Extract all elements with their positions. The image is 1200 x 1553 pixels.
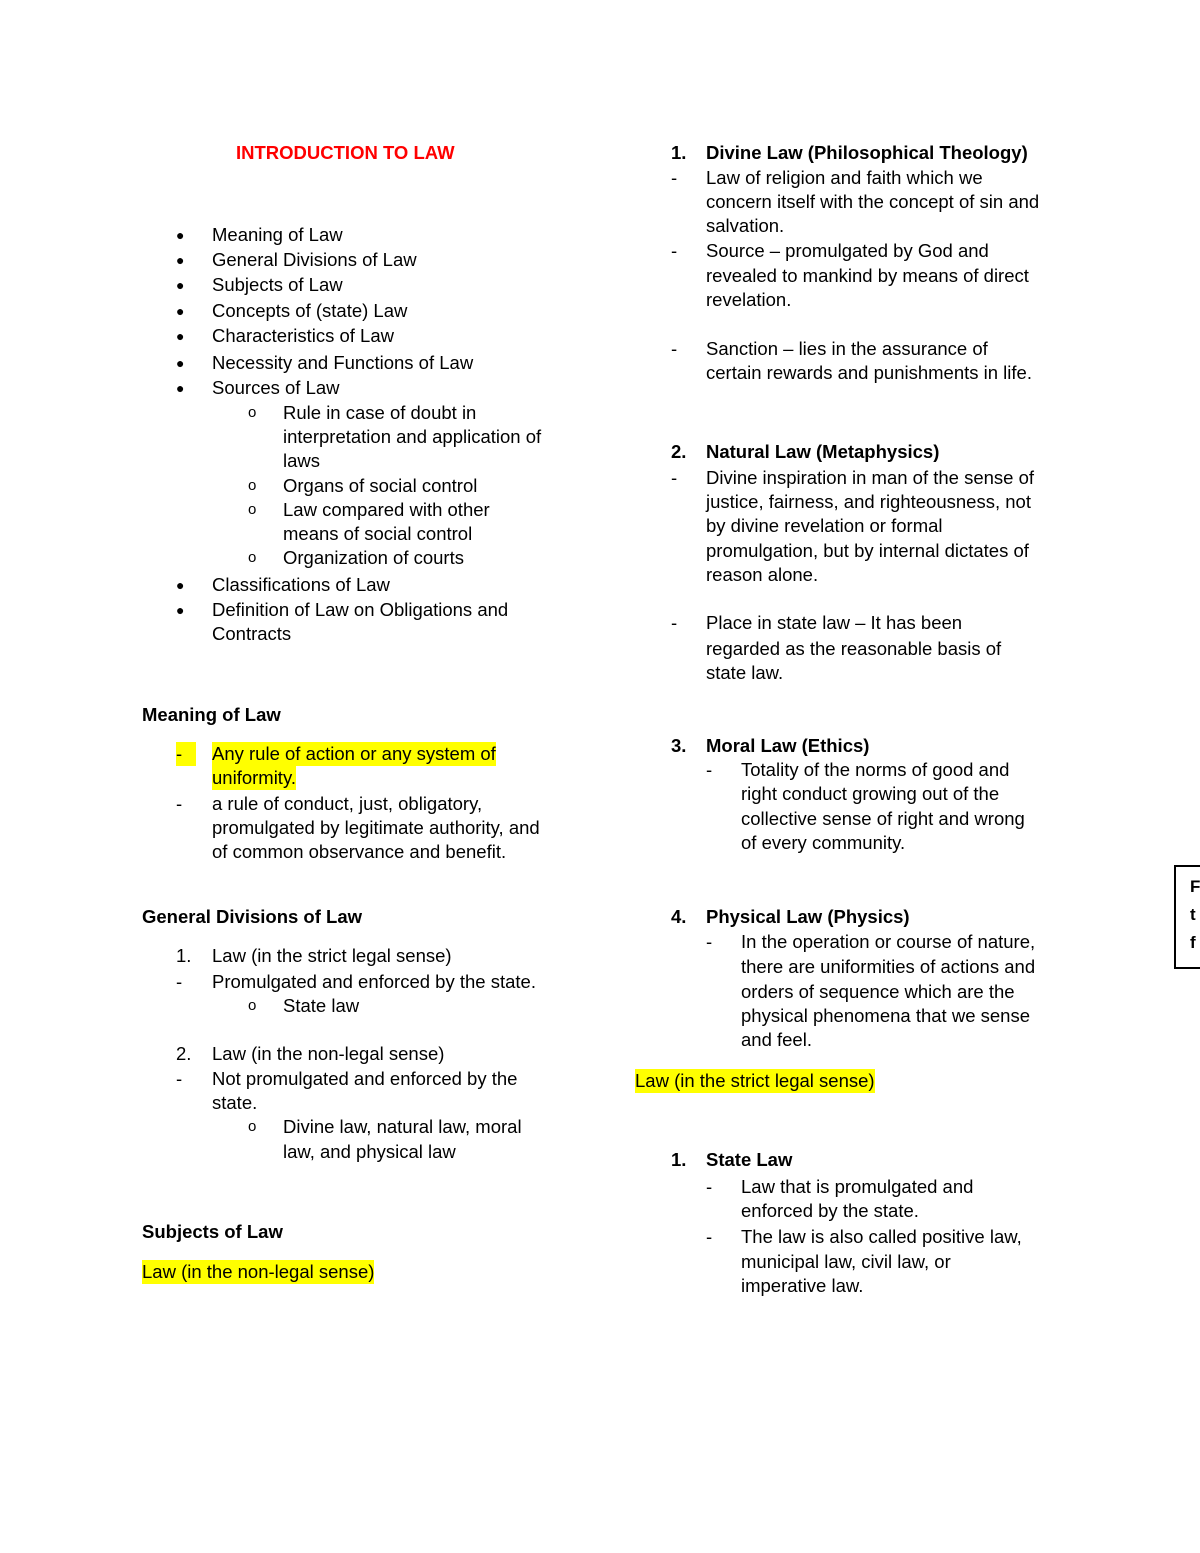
section-heading-subjects: Subjects of Law: [142, 1221, 283, 1242]
law-heading-natural: Natural Law (Metaphysics): [706, 441, 940, 462]
law-heading-divine: Divine Law (Philosophical Theology): [706, 142, 1028, 163]
law-text: by divine revelation or formal: [706, 515, 943, 536]
law-text: collective sense of right and wrong: [741, 808, 1025, 829]
circle-bullet-icon: o: [248, 404, 257, 421]
bullet-icon: ●: [176, 577, 185, 593]
law-text: municipal law, civil law, or: [741, 1251, 951, 1272]
definition-text: a rule of conduct, just, obligatory,: [212, 793, 483, 814]
list-number: 3.: [671, 735, 687, 756]
law-text: promulgation, but by internal dictates of: [706, 540, 1029, 561]
dash-marker: -: [706, 1176, 713, 1197]
law-text: The law is also called positive law,: [741, 1226, 1022, 1247]
toc-subitem: Organization of courts: [283, 547, 464, 568]
division-subitem: Divine law, natural law, moral: [283, 1116, 522, 1137]
toc-subitem: laws: [283, 450, 321, 471]
law-text: salvation.: [706, 215, 785, 236]
law-text: concern itself with the concept of sin and: [706, 191, 1040, 212]
dash-marker: -: [706, 1226, 713, 1247]
dash-marker: -: [671, 612, 678, 633]
bullet-icon: ●: [176, 380, 185, 396]
bullet-icon: ●: [176, 303, 185, 319]
circle-bullet-icon: o: [248, 1118, 257, 1135]
bullet-icon: ●: [176, 277, 185, 293]
dash-marker: -: [671, 467, 678, 488]
bullet-icon: ●: [176, 227, 185, 243]
circle-bullet-icon: o: [248, 549, 257, 566]
side-letter: t: [1190, 905, 1196, 924]
toc-item: Sources of Law: [212, 377, 340, 398]
law-heading-moral: Moral Law (Ethics): [706, 735, 870, 756]
law-text: and feel.: [741, 1029, 812, 1050]
highlighted-definition: uniformity.: [212, 767, 296, 788]
dash-marker: -: [671, 167, 678, 188]
list-number: 2.: [176, 1043, 192, 1064]
law-text: Law that is promulgated and: [741, 1176, 974, 1197]
law-text: of every community.: [741, 832, 906, 853]
law-text: orders of sequence which are the: [741, 981, 1015, 1002]
toc-item: Subjects of Law: [212, 274, 343, 295]
toc-item: General Divisions of Law: [212, 249, 417, 270]
list-number: 4.: [671, 906, 687, 927]
bullet-icon: ●: [176, 252, 185, 268]
toc-item: Necessity and Functions of Law: [212, 352, 474, 373]
law-text: Source – promulgated by God and: [706, 240, 989, 261]
law-text: state law.: [706, 662, 784, 683]
law-text: Sanction – lies in the assurance of: [706, 338, 988, 359]
highlighted-definition: Any rule of action or any system of: [212, 743, 496, 764]
division-text: state.: [212, 1092, 258, 1113]
bullet-icon: ●: [176, 602, 185, 618]
law-text: there are uniformities of actions and: [741, 956, 1036, 977]
page-title: INTRODUCTION TO LAW: [236, 142, 455, 163]
highlighted-label: Law (in the strict legal sense): [635, 1070, 875, 1091]
definition-text: of common observance and benefit.: [212, 841, 507, 862]
division-subitem: State law: [283, 995, 360, 1016]
law-heading-physical: Physical Law (Physics): [706, 906, 910, 927]
division-item: Law (in the strict legal sense): [212, 945, 452, 966]
division-item: Law (in the non-legal sense): [212, 1043, 445, 1064]
dash-marker: -: [176, 793, 183, 814]
law-text: Place in state law – It has been: [706, 612, 963, 633]
dash-marker: -: [706, 931, 713, 952]
law-text: right conduct growing out of the: [741, 783, 1000, 804]
list-number: 1.: [671, 1149, 687, 1170]
list-number: 1.: [176, 945, 192, 966]
law-text: Totality of the norms of good and: [741, 759, 1010, 780]
toc-item: Contracts: [212, 623, 292, 644]
law-text: In the operation or course of nature,: [741, 931, 1036, 952]
law-text: physical phenomena that we sense: [741, 1005, 1030, 1026]
list-number: 1.: [671, 142, 687, 163]
law-text: reason alone.: [706, 564, 819, 585]
highlighted-label: Law (in the non-legal sense): [142, 1261, 375, 1282]
toc-item: Meaning of Law: [212, 224, 343, 245]
toc-subitem: interpretation and application of: [283, 426, 542, 447]
side-callout-box: [1174, 865, 1200, 969]
toc-item: Concepts of (state) Law: [212, 300, 408, 321]
division-text: Promulgated and enforced by the state.: [212, 971, 536, 992]
dash-marker: -: [671, 240, 678, 261]
toc-subitem: Organs of social control: [283, 475, 478, 496]
section-heading-meaning: Meaning of Law: [142, 704, 281, 725]
definition-text: promulgated by legitimate authority, and: [212, 817, 540, 838]
law-text: revelation.: [706, 289, 792, 310]
law-text: imperative law.: [741, 1275, 864, 1296]
toc-item: Classifications of Law: [212, 574, 390, 595]
dash-marker: -: [706, 759, 713, 780]
circle-bullet-icon: o: [248, 477, 257, 494]
division-text: Not promulgated and enforced by the: [212, 1068, 518, 1089]
dash-marker: -: [671, 338, 678, 359]
law-text: Law of religion and faith which we: [706, 167, 983, 188]
law-text: justice, fairness, and righteousness, not: [706, 491, 1031, 512]
law-text: revealed to mankind by means of direct: [706, 265, 1029, 286]
law-text: regarded as the reasonable basis of: [706, 638, 1002, 659]
section-heading-general-divisions: General Divisions of Law: [142, 906, 363, 927]
dash-marker: -: [176, 1068, 183, 1089]
dash-marker: -: [176, 971, 183, 992]
division-subitem: law, and physical law: [283, 1141, 456, 1162]
bullet-icon: ●: [176, 355, 185, 371]
toc-subitem: Law compared with other: [283, 499, 490, 520]
circle-bullet-icon: o: [248, 501, 257, 518]
side-letter: F: [1190, 877, 1200, 896]
circle-bullet-icon: o: [248, 997, 257, 1014]
toc-subitem: Rule in case of doubt in: [283, 402, 477, 423]
toc-item: Definition of Law on Obligations and: [212, 599, 509, 620]
law-text: Divine inspiration in man of the sense of: [706, 467, 1035, 488]
law-text: certain rewards and punishments in life.: [706, 362, 1032, 383]
law-heading-state: State Law: [706, 1149, 793, 1170]
toc-item: Characteristics of Law: [212, 325, 394, 346]
toc-subitem: means of social control: [283, 523, 473, 544]
list-number: 2.: [671, 441, 687, 462]
law-text: enforced by the state.: [741, 1200, 919, 1221]
dash-marker: -: [176, 742, 196, 766]
bullet-icon: ●: [176, 328, 185, 344]
side-letter: f: [1190, 933, 1196, 952]
